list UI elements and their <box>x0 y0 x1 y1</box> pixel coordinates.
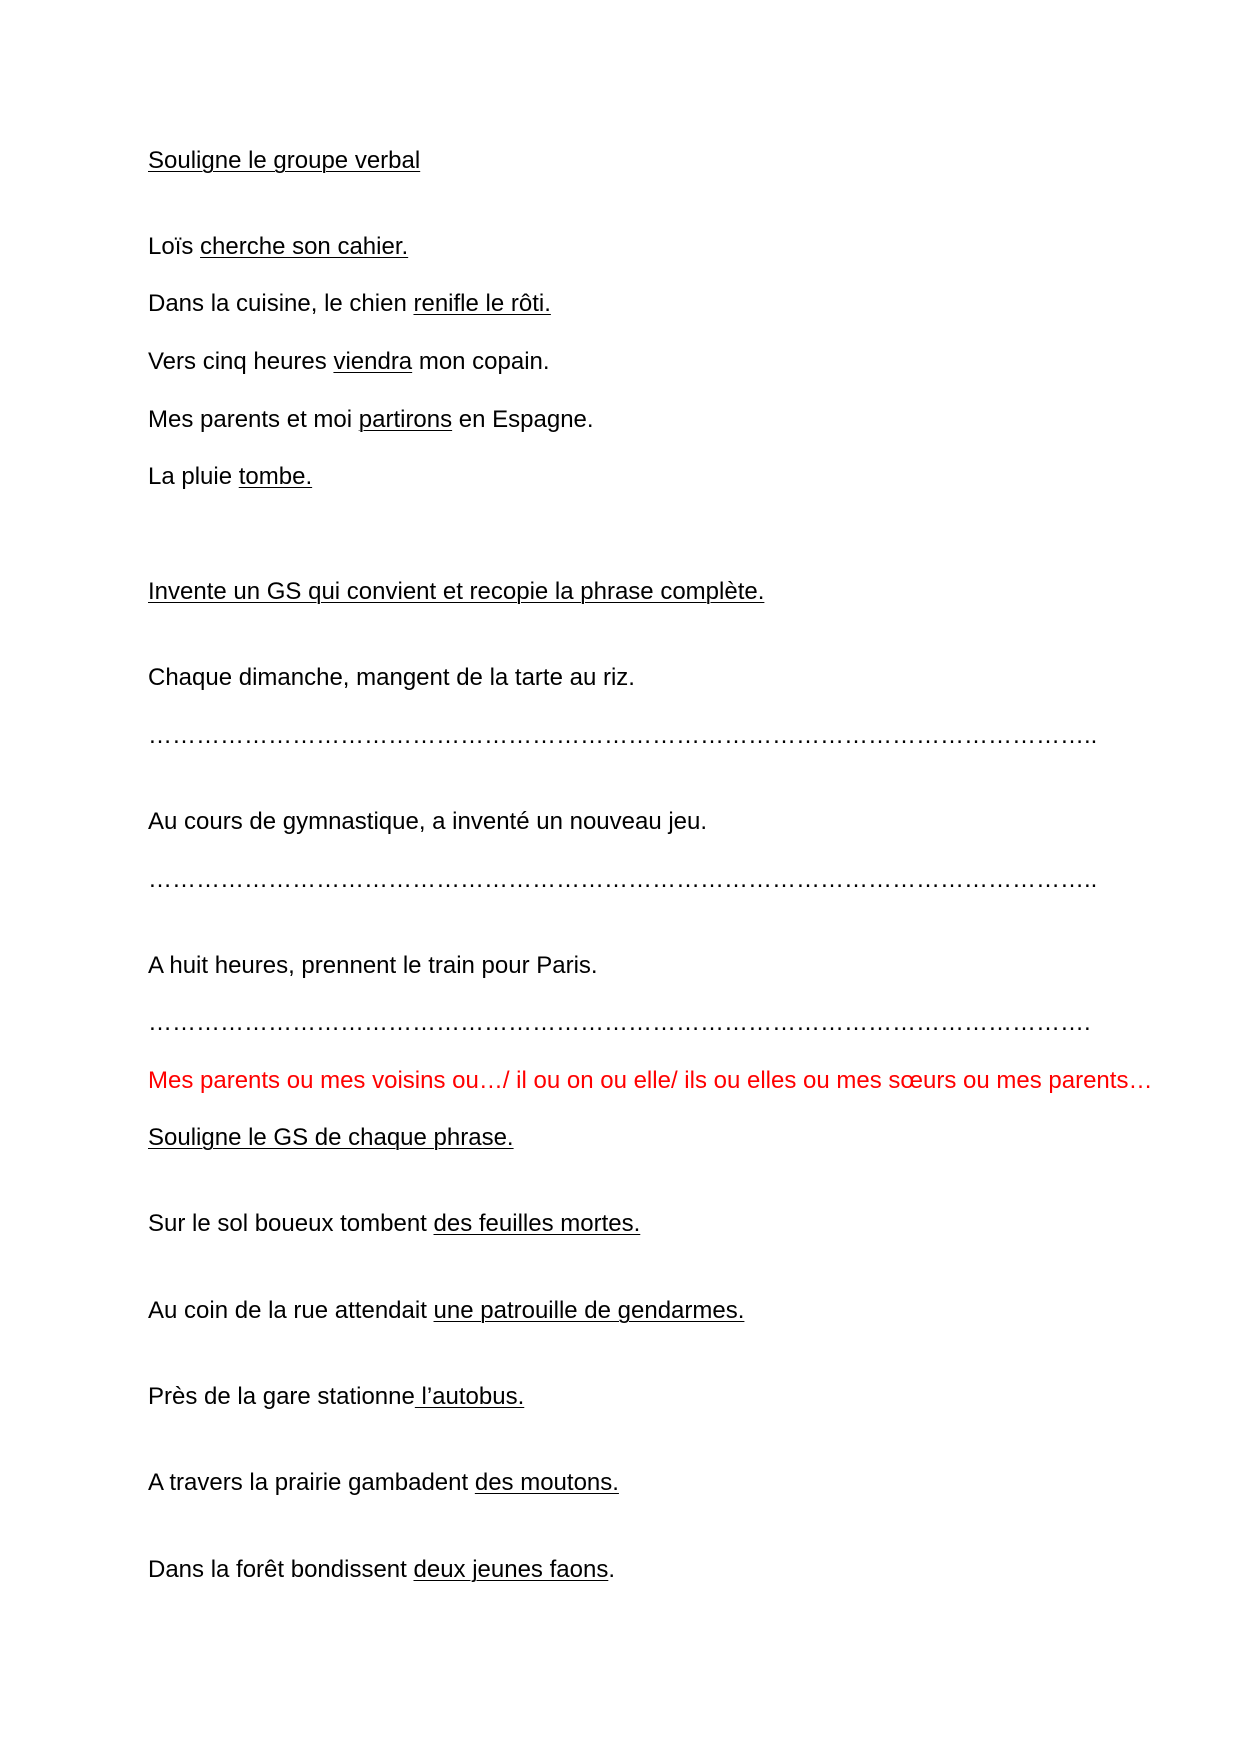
underlined-group: renifle le rôti. <box>413 290 551 317</box>
section1-title: Souligne le groupe verbal <box>148 147 421 174</box>
answer-line[interactable]: ……………………………………………………………………………………………………….. <box>148 866 1098 893</box>
underlined-group: des feuilles mortes. <box>433 1210 641 1237</box>
exercise-sentence: A huit heures, prennent le train pour Paris. <box>148 952 598 979</box>
underlined-group: cherche son cahier. <box>200 233 409 260</box>
sentence-text: mon copain. <box>412 348 550 375</box>
section2-title: Invente un GS qui convient et recopie la phrase complète. <box>148 578 765 605</box>
section3-title: Souligne le GS de chaque phrase. <box>148 1124 514 1151</box>
sentence-text: Dans la forêt bondissent <box>148 1556 414 1583</box>
underlined-group: partirons <box>358 406 453 433</box>
sentence-text: Mes parents et moi <box>148 406 359 433</box>
exercise-sentence: Chaque dimanche, mangent de la tarte au riz. <box>148 664 635 691</box>
underlined-group: l’autobus. <box>414 1383 525 1410</box>
answer-line[interactable]: ……………………………………………………………………………………………………….. <box>148 722 1098 749</box>
sentence-text: Sur le sol boueux tombent <box>148 1210 434 1237</box>
exercise-sentence: Au cours de gymnastique, a inventé un nouveau jeu. <box>148 808 708 835</box>
sentence-line <box>148 289 551 319</box>
sentence-text: Dans la cuisine, le chien <box>148 290 414 317</box>
sentence-line <box>148 232 408 262</box>
sentence-text: Près de la gare stationne <box>148 1383 415 1410</box>
underlined-group: une patrouille de gendarmes. <box>433 1297 745 1324</box>
sentence-line <box>148 1555 615 1585</box>
sentence-text: en Espagne. <box>452 406 594 433</box>
sentence-text: . <box>608 1556 615 1583</box>
answer-note: Mes parents ou mes voisins ou…/ il ou on ou elle/ ils ou elles ou mes sœurs ou mes parents… <box>148 1067 1153 1094</box>
sentence-text: Vers cinq heures <box>148 348 334 375</box>
underlined-group: deux jeunes faons <box>413 1556 609 1583</box>
sentence-line <box>148 347 550 377</box>
sentence-text: La pluie <box>148 463 239 490</box>
sentence-text: Au coin de la rue attendait <box>148 1297 434 1324</box>
sentence-line <box>148 1382 524 1412</box>
sentence-line <box>148 405 594 435</box>
sentence-text: A travers la prairie gambadent <box>148 1469 475 1496</box>
sentence-line <box>148 1209 640 1239</box>
sentence-text: Loïs <box>148 233 201 260</box>
sentence-line <box>148 1468 619 1498</box>
answer-line[interactable]: ………………………………………………………………………………………………………. <box>148 1009 1091 1036</box>
sentence-line <box>148 1296 744 1326</box>
sentence-line <box>148 462 312 492</box>
underlined-group: viendra <box>333 348 413 375</box>
underlined-group: des moutons. <box>474 1469 619 1496</box>
underlined-group: tombe. <box>238 463 313 490</box>
